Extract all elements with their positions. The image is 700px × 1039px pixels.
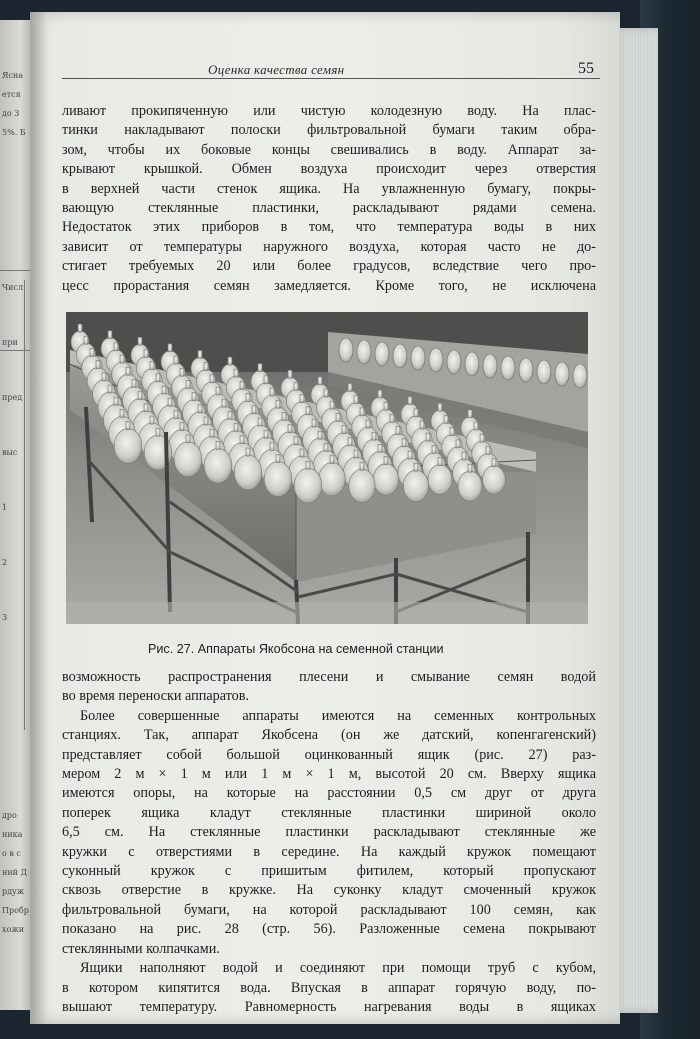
jar-neck bbox=[486, 446, 490, 454]
text-line: Ящики наполняют водой и соединяют при помощи труб с кубом, bbox=[80, 960, 596, 977]
text-line: в верхней части стенок ящика. На увлажненную бумагу, покры- bbox=[62, 180, 596, 197]
text-line: зом, чтобы их боковые концы свешивались в воду. Аппарат за- bbox=[62, 141, 596, 158]
margin-fragment: ний Д bbox=[2, 868, 28, 877]
jar-neck bbox=[204, 363, 208, 371]
jar-neck bbox=[168, 344, 172, 352]
jar-neck bbox=[378, 390, 382, 398]
jar-neck bbox=[126, 422, 130, 430]
jar-neck bbox=[114, 343, 118, 351]
jar-neck bbox=[240, 381, 244, 389]
text-line: имеются опоры, на которые на расстоянии 0,5 см друг от друга bbox=[62, 785, 596, 802]
jar-neck bbox=[156, 374, 160, 382]
jar-neck bbox=[108, 385, 112, 393]
margin-fragment: дро bbox=[2, 811, 17, 820]
jar-neck bbox=[138, 392, 142, 400]
jar-neck bbox=[480, 434, 484, 442]
jar-neck bbox=[360, 462, 364, 470]
jar-neck bbox=[390, 414, 394, 422]
jar-neck bbox=[252, 406, 256, 414]
text-line: в котором кипятится вода. Впуская в аппарат горячую воду, по- bbox=[62, 979, 596, 996]
glass-jar bbox=[349, 469, 375, 502]
jar-neck bbox=[414, 463, 418, 471]
text-line: 6,5 см. На стеклянные пластинки раскладывают стеклянные же bbox=[62, 824, 596, 841]
jar-neck bbox=[414, 409, 418, 417]
jar-neck bbox=[396, 427, 400, 435]
jar-neck bbox=[462, 452, 466, 460]
text-line: ливают прокипяченную или чистую колодезную воду. На плас- bbox=[62, 103, 596, 119]
jar-neck bbox=[360, 408, 364, 416]
jar-neck bbox=[192, 393, 196, 401]
jar-neck bbox=[444, 415, 448, 423]
margin-fragment: о в с bbox=[2, 849, 21, 858]
text-line: Более совершенные аппараты имеются на семенных контрольных bbox=[80, 707, 596, 724]
jar-neck bbox=[336, 413, 340, 421]
jar-neck bbox=[150, 362, 154, 370]
jar-neck bbox=[186, 435, 190, 443]
jar-neck bbox=[258, 418, 262, 426]
text-line: тинки накладывают полоски фильтровальной бумаги таким обра- bbox=[62, 122, 596, 139]
jar-neck bbox=[468, 464, 472, 472]
jar-neck bbox=[354, 396, 358, 404]
jar-neck bbox=[144, 404, 148, 412]
jar-neck bbox=[354, 450, 358, 458]
glass-jar bbox=[403, 470, 428, 502]
text-line: показано на рис. 28 (стр. 56). Разложенные семена покрывают bbox=[62, 921, 596, 938]
paragraph-bottom bbox=[62, 668, 596, 1017]
left-page-edge bbox=[0, 20, 34, 1010]
jar-neck bbox=[306, 407, 310, 415]
jar-neck bbox=[294, 382, 298, 390]
jar-neck bbox=[174, 410, 178, 418]
jar-neck bbox=[246, 394, 250, 402]
jar-neck bbox=[270, 388, 274, 396]
jar-neck bbox=[324, 443, 328, 451]
text-line: фильтровальной бумаги, на которой раскладывают 100 семян, как bbox=[62, 901, 596, 918]
book-page bbox=[30, 12, 620, 1024]
margin-fragment: ника bbox=[2, 830, 23, 839]
margin-fragment: 2 bbox=[2, 558, 8, 567]
text-line: зависит от температуры наружного воздуха, которая часто не до- bbox=[62, 238, 596, 255]
jar-neck bbox=[120, 409, 124, 417]
jar-neck bbox=[264, 376, 268, 384]
glass-jar bbox=[264, 462, 292, 497]
jar-neck bbox=[132, 379, 136, 387]
figure-caption: Рис. 27. Аппараты Якобсона на семенной станции bbox=[148, 642, 444, 656]
jar-neck bbox=[288, 425, 292, 433]
jar-neck bbox=[384, 402, 388, 410]
jar-neck bbox=[264, 430, 268, 438]
text-line: вышают температуру. Равномерность нагревания воды в ящиках bbox=[62, 998, 596, 1015]
jar-neck bbox=[216, 441, 220, 449]
jar-neck bbox=[228, 411, 232, 419]
left-margin-text-top bbox=[2, 70, 32, 146]
jar-neck bbox=[84, 336, 88, 344]
left-margin-text-bottom bbox=[2, 810, 32, 943]
jar-neck bbox=[198, 350, 202, 358]
text-line: стеклянными колпачками. bbox=[62, 940, 220, 957]
margin-fragment: хожи bbox=[2, 925, 25, 934]
jar-neck bbox=[492, 459, 496, 467]
jar-neck bbox=[240, 436, 244, 444]
glass-jar bbox=[114, 429, 142, 464]
jar-neck bbox=[282, 412, 286, 420]
text-line: кружки с отверстиями в середине. На каждый кружок помещают bbox=[62, 843, 596, 860]
jar-neck bbox=[156, 428, 160, 436]
text-line: поперек ящика кладут стеклянные пластинки шириной около bbox=[62, 804, 596, 821]
jar-neck bbox=[108, 331, 112, 339]
jar-neck bbox=[450, 428, 454, 436]
jar-neck bbox=[348, 383, 352, 391]
jar-neck bbox=[276, 455, 280, 463]
jar-neck bbox=[312, 419, 316, 427]
text-line: сквозь отверстие в кружке. На суконку кладут смоченный кружок bbox=[62, 882, 596, 899]
jar-neck bbox=[228, 357, 232, 365]
glass-jar bbox=[174, 442, 202, 477]
text-line: во время переноски аппаратов. bbox=[62, 688, 250, 705]
jar-neck bbox=[204, 417, 208, 425]
jar-neck bbox=[180, 423, 184, 431]
margin-fragment: пред bbox=[2, 393, 23, 402]
glass-jar bbox=[204, 448, 232, 483]
text-line: станциях. Так, аппарат Якобсена (он же датский, копенгагенский) bbox=[62, 727, 596, 744]
jar-neck bbox=[174, 356, 178, 364]
jar-neck bbox=[300, 395, 304, 403]
jar-neck bbox=[270, 442, 274, 450]
jar-neck bbox=[300, 449, 304, 457]
jar-neck bbox=[456, 440, 460, 448]
jar-neck bbox=[96, 361, 100, 369]
jar-neck bbox=[318, 377, 322, 385]
jar-neck bbox=[366, 420, 370, 428]
glass-jar bbox=[483, 466, 506, 494]
jar-neck bbox=[258, 364, 262, 372]
figure-photo bbox=[66, 312, 588, 624]
text-line: Недостаток этих приборов в том, что температура воды в них bbox=[62, 219, 596, 236]
margin-fragment: Числ bbox=[2, 283, 24, 292]
jar-neck bbox=[162, 386, 166, 394]
jar-neck bbox=[180, 368, 184, 376]
glass-jar bbox=[234, 455, 262, 490]
jar-neck bbox=[168, 398, 172, 406]
margin-fragment: выс bbox=[2, 448, 18, 457]
margin-fragment: при bbox=[2, 338, 18, 347]
jar-neck bbox=[222, 399, 226, 407]
text-line: крывают крышкой. Обмен воздуха происходит через отверстия bbox=[62, 161, 596, 178]
left-margin-table-text bbox=[2, 282, 32, 667]
text-line: стигает требуемых 20 или более градусов, вследствие чего про- bbox=[62, 258, 596, 275]
jar-neck bbox=[432, 445, 436, 453]
jar-neck bbox=[210, 375, 214, 383]
margin-fragment: 3 bbox=[2, 613, 8, 622]
running-head: Оценка качества семян bbox=[208, 62, 345, 77]
page-number: 55 bbox=[578, 60, 594, 77]
jar-neck bbox=[402, 439, 406, 447]
jar-neck bbox=[234, 424, 238, 432]
jar-neck bbox=[324, 389, 328, 397]
jar-neck bbox=[318, 431, 322, 439]
jar-neck bbox=[384, 457, 388, 465]
glass-jar bbox=[458, 471, 482, 501]
jar-neck bbox=[126, 367, 130, 375]
jar-neck bbox=[114, 397, 118, 405]
jar-neck bbox=[468, 410, 472, 418]
jar-neck bbox=[348, 438, 352, 446]
margin-fragment: 1 bbox=[2, 503, 8, 512]
text-line: возможность распространения плесени и смывание семян водой bbox=[62, 669, 596, 685]
jar-neck bbox=[246, 448, 250, 456]
glass-jar bbox=[373, 464, 398, 496]
paragraph-top bbox=[62, 102, 596, 296]
header-rule bbox=[62, 78, 600, 79]
jar-neck bbox=[342, 426, 346, 434]
jar-neck bbox=[234, 369, 238, 377]
margin-fragment: Ясна bbox=[2, 71, 24, 80]
jar-neck bbox=[330, 456, 334, 464]
table-rule bbox=[0, 270, 34, 271]
jar-neck bbox=[78, 324, 82, 332]
jar-neck bbox=[90, 348, 94, 356]
jar-neck bbox=[144, 349, 148, 357]
jar-neck bbox=[306, 461, 310, 469]
margin-fragment: ется bbox=[2, 90, 21, 99]
text-line: мером 2 м × 1 м или 1 м × 1 м, высотой 20 см. Вверху ящика bbox=[62, 766, 596, 783]
jar-neck bbox=[330, 401, 334, 409]
jar-neck bbox=[474, 422, 478, 430]
jar-neck bbox=[420, 421, 424, 429]
margin-fragment: 5%. Б bbox=[2, 128, 26, 137]
glass-jar bbox=[428, 465, 452, 495]
jar-neck bbox=[294, 437, 298, 445]
text-line: представляет собой большой оцинкованный ящик (рис. 27) раз- bbox=[62, 746, 596, 763]
jar-neck bbox=[372, 432, 376, 440]
jar-neck bbox=[138, 337, 142, 345]
jar-neck bbox=[438, 458, 442, 466]
jar-neck bbox=[288, 370, 292, 378]
jar-neck bbox=[408, 397, 412, 405]
glass-jar bbox=[294, 468, 322, 503]
text-line: вающую стеклянные пластинки, раскладывают рядами семена. bbox=[62, 200, 596, 217]
margin-fragment: Пробр bbox=[2, 906, 29, 915]
glass-jar bbox=[319, 463, 345, 496]
text-line: цесс прорастания семян замедляется. Кроме того, не исключена bbox=[62, 277, 596, 294]
margin-fragment: рдуж bbox=[2, 887, 25, 896]
jar-neck bbox=[150, 416, 154, 424]
jar-neck bbox=[276, 400, 280, 408]
jar-neck bbox=[198, 405, 202, 413]
jar-neck bbox=[210, 429, 214, 437]
jar-neck bbox=[216, 387, 220, 395]
margin-fragment: до 3 bbox=[2, 109, 20, 118]
jar-neck bbox=[438, 403, 442, 411]
jar-neck bbox=[186, 380, 190, 388]
text-line: суконный кружок с пришитым фитилем, который пропускают bbox=[62, 863, 596, 880]
jar-neck bbox=[426, 433, 430, 441]
jar-neck bbox=[120, 355, 124, 363]
jar-neck bbox=[408, 451, 412, 459]
jar-neck bbox=[378, 444, 382, 452]
jar-neck bbox=[102, 373, 106, 381]
